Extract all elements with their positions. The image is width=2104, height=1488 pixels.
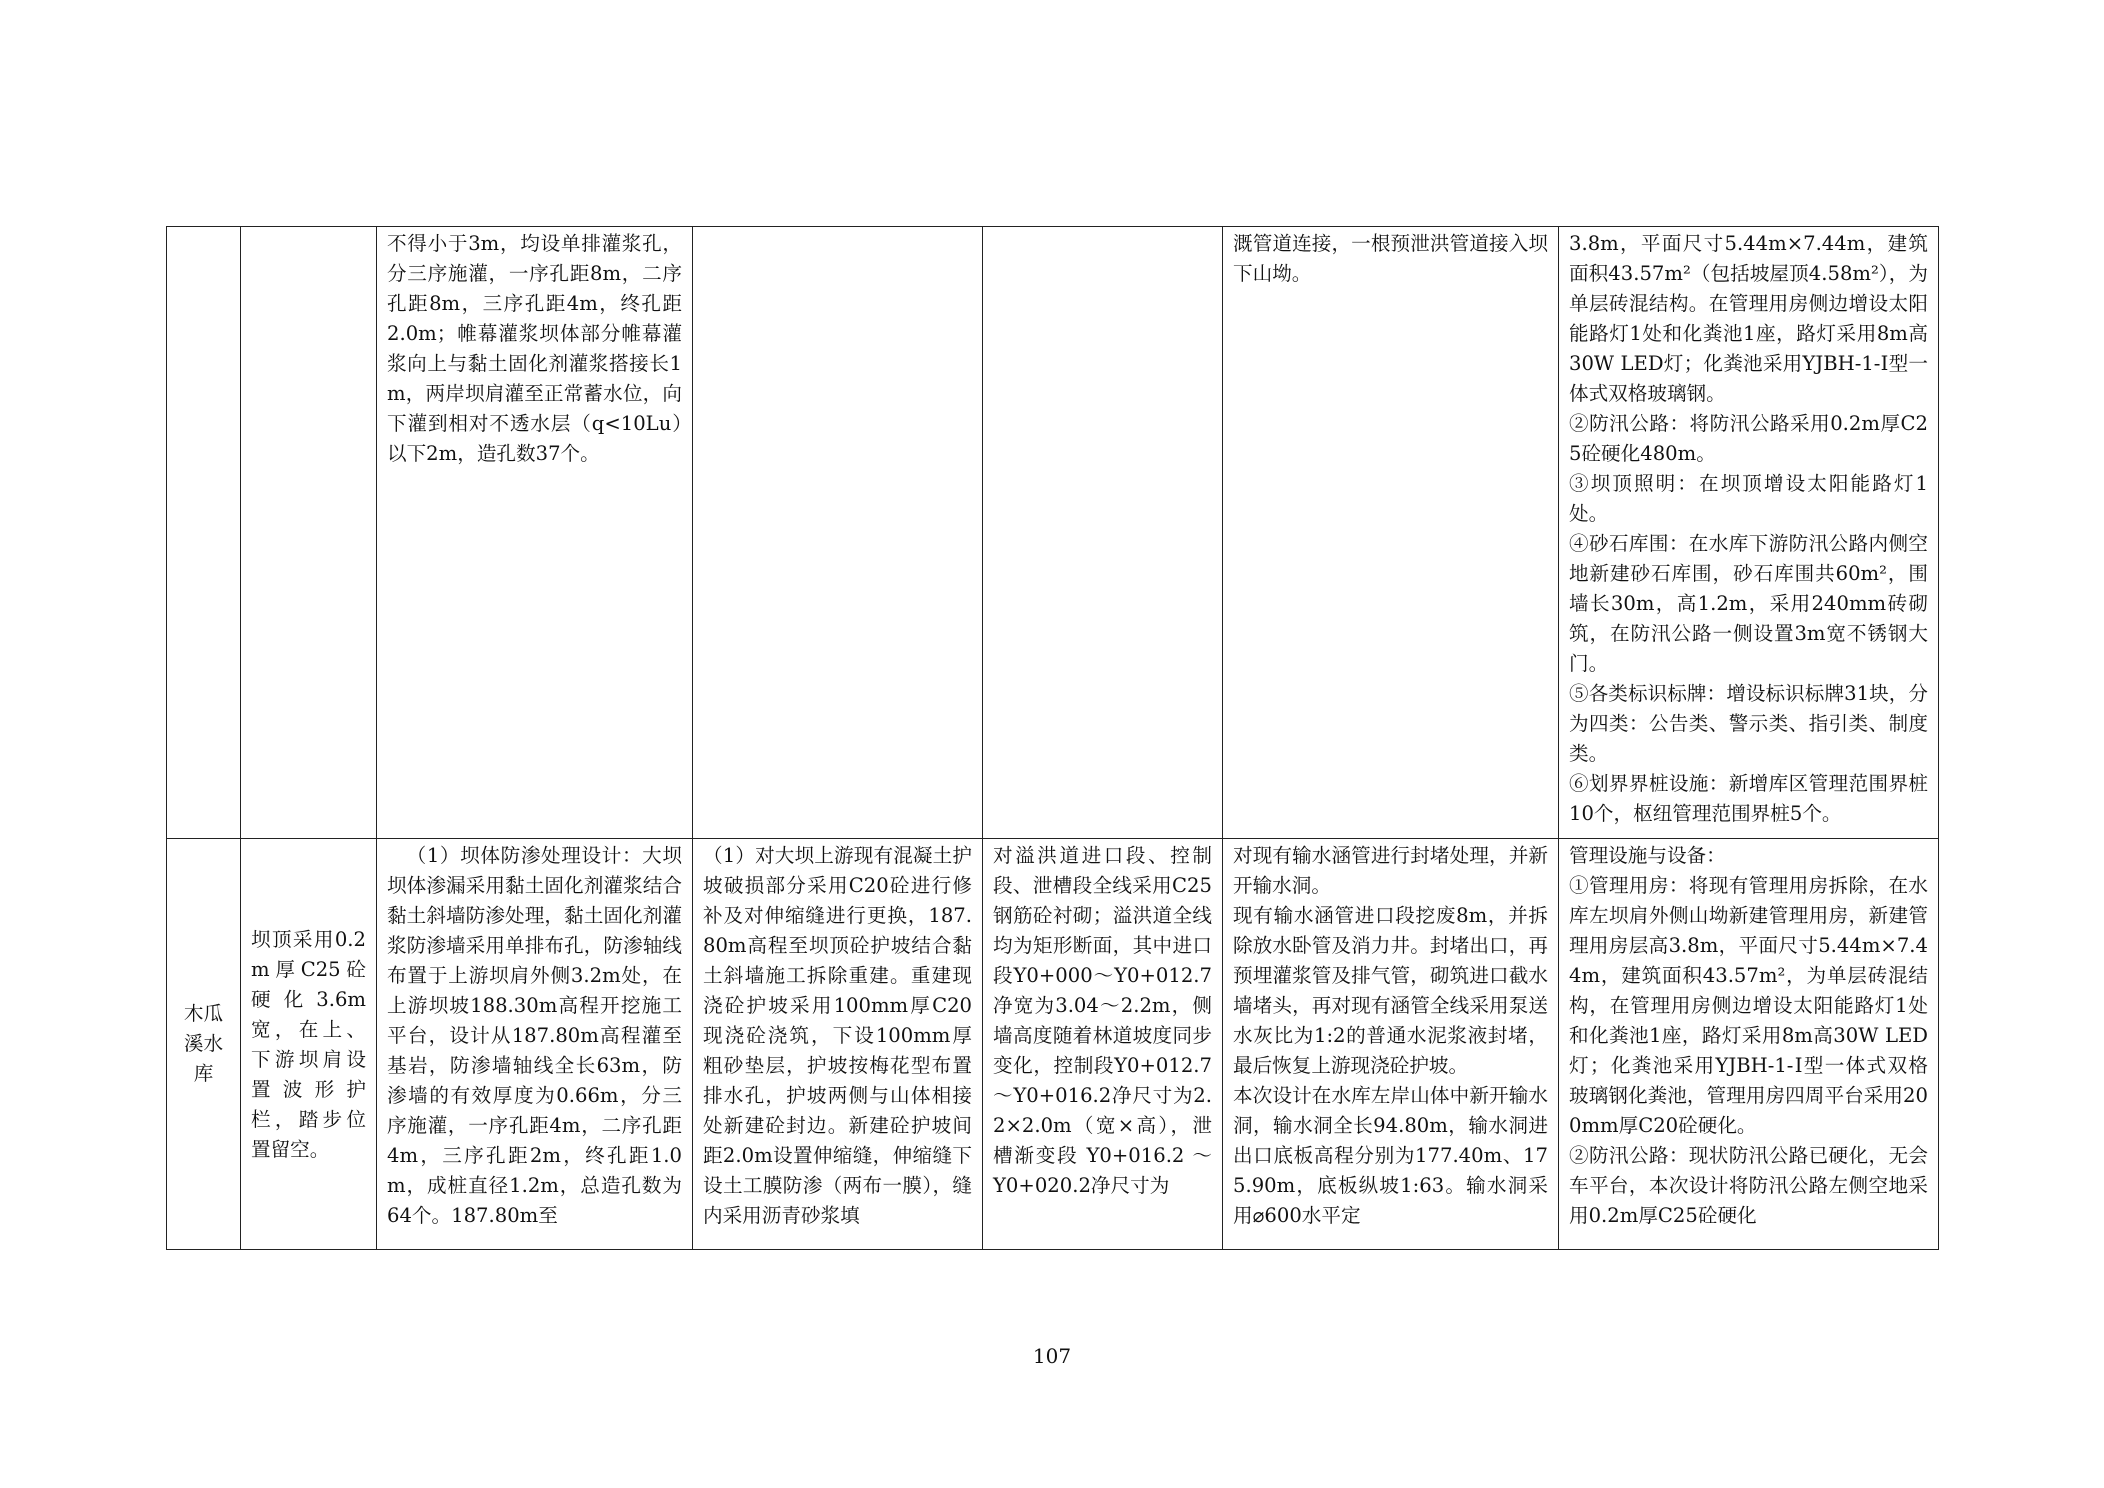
reservoir-name: 木瓜溪水库	[183, 1002, 224, 1085]
management-paragraph: ①管理用房：将现有管理用房拆除，在水库左坝肩外侧山坳新建管理用房，新建管理用房层高3.8m，平面尺寸5.44m×7.44m，建筑面积43.57m²，为单层砖混结构，在管理用房侧边增设太阳能路灯1处和化粪池1座，路灯采用8m高30W LED灯；化粪池采用YJBH-1-Ⅰ型一体式双格玻璃钢化粪池，管理用房四周平台采用200mm厚C20砼硬化。	[1569, 874, 1928, 1137]
management-paragraph: ⑥划界界桩设施：新增库区管理范围界桩10个，枢纽管理范围界桩5个。	[1569, 772, 1928, 825]
dam-crest-cell	[241, 839, 377, 1250]
slope-protection-text: （1）对大坝上游现有混凝土护坡破损部分采用C20砼进行修补及对伸缩缝进行更换，187.80m高程至坝顶砼护坡结合黏土斜墙施工拆除重建。重建现浇砼护坡采用100mm厚C20现浇砼浇筑，下设100mm厚粗砂垫层，护坡按梅花型布置排水孔，护坡两侧与山体相接处新建砼封边。新建砼护坡间距2.0m设置伸缩缝，伸缩缝下设土工膜防渗（两布一膜），缝内采用沥青砂浆填	[703, 844, 972, 1227]
management-paragraph: ③坝顶照明：在坝顶增设太阳能路灯1处。	[1569, 472, 1928, 525]
spillway-cell	[983, 839, 1223, 1250]
water-conveyance-paragraph: 对现有输水涵管进行封堵处理，并新开输水洞。	[1233, 844, 1548, 897]
spillway-cell-empty	[983, 227, 1223, 839]
spillway-text: 对溢洪道进口段、控制段、泄槽段全线采用C25钢筋砼衬砌；溢洪道全线均为矩形断面，其中进口段Y0+000～Y0+012.7净宽为3.04～2.2m，侧墙高度随着林道坡度同步变化，控制段Y0+012.7～Y0+016.2净尺寸为2.2×2.0m（宽×高），泄槽渐变段 Y0+016.2 ～Y0+020.2净尺寸为	[993, 844, 1212, 1197]
dam-crest-text: 坝顶采用0.2m厚C25砼硬化3.6m宽，在上、下游坝肩设置波形护栏，踏步位置留空。	[251, 928, 366, 1161]
slope-protection-cell-empty	[693, 227, 983, 839]
water-conveyance-cell	[1223, 227, 1559, 839]
water-conveyance-text: 溉管道连接，一根预泄洪管道接入坝下山坳。	[1233, 232, 1548, 285]
reservoir-name-cell-empty	[167, 227, 241, 839]
reservoir-name-cell	[167, 839, 241, 1250]
water-conveyance-paragraph: 本次设计在水库左岸山体中新开输水洞，输水洞全长94.80m，输水洞进出口底板高程分别为177.40m、175.90m，底板纵坡1:63。输水洞采用⌀600水平定	[1233, 1084, 1548, 1227]
dam-crest-cell-empty	[241, 227, 377, 839]
management-paragraph: ⑤各类标识标牌：增设标识标牌31块，分为四类：公告类、警示类、指引类、制度类。	[1569, 682, 1928, 765]
management-facilities-cell	[1559, 227, 1939, 839]
table-row	[167, 839, 1939, 1250]
management-paragraph: ②防汛公路：将防汛公路采用0.2m厚C25砼硬化480m。	[1569, 412, 1928, 465]
project-table	[166, 226, 1939, 1250]
management-paragraph: ④砂石库围：在水库下游防汛公路内侧空地新建砂石库围，砂石库围共60m²，围墙长30m，高1.2m，采用240mm砖砌筑，在防汛公路一侧设置3m宽不锈钢大门。	[1569, 532, 1928, 675]
dam-seepage-text: 不得小于3m，均设单排灌浆孔，分三序施灌，一序孔距8m，二序孔距8m，三序孔距4m，终孔距2.0m；帷幕灌浆坝体部分帷幕灌浆向上与黏土固化剂灌浆搭接长1m，两岸坝肩灌至正常蓄水位，向下灌到相对不透水层（q<10Lu）以下2m，造孔数37个。	[387, 232, 682, 465]
slope-protection-cell	[693, 839, 983, 1250]
page-number: 107	[1032, 1344, 1072, 1368]
water-conveyance-cell	[1223, 839, 1559, 1250]
management-paragraph: ②防汛公路：现状防汛公路已硬化，无会车平台，本次设计将防汛公路左侧空地采用0.2m厚C25砼硬化	[1569, 1144, 1928, 1227]
table-row	[167, 227, 1939, 839]
management-paragraph: 3.8m，平面尺寸5.44m×7.44m，建筑面积43.57m²（包括坡屋顶4.58m²），为单层砖混结构。在管理用房侧边增设太阳能路灯1处和化粪池1座，路灯采用8m高30W LED灯；化粪池采用YJBH-1-Ⅰ型一体式双格玻璃钢。	[1569, 232, 1928, 405]
management-paragraph: 管理设施与设备：	[1569, 844, 1726, 867]
water-conveyance-paragraph: 现有输水涵管进口段挖废8m，并拆除放水卧管及消力井。封堵出口，再预埋灌浆管及排气管，砌筑进口截水墙堵头，再对现有涵管全线采用泵送水灰比为1:2的普通水泥浆液封堵，最后恢复上游现浇砼护坡。	[1233, 904, 1548, 1077]
management-facilities-cell	[1559, 839, 1939, 1250]
dam-seepage-text: （1）坝体防渗处理设计：大坝坝体渗漏采用黏土固化剂灌浆结合黏土斜墙防渗处理，黏土固化剂灌浆防渗墙采用单排布孔，防渗轴线布置于上游坝肩外侧3.2m处，在上游坝坡188.30m高程开挖施工平台，设计从187.80m高程灌至基岩，防渗墙轴线全长63m，防渗墙的有效厚度为0.66m，分三序施灌，一序孔距4m，二序孔距4m，三序孔距2m，终孔距1.0m，成桩直径1.2m，总造孔数为64个。187.80m至	[387, 844, 682, 1227]
dam-seepage-cell	[377, 227, 693, 839]
dam-seepage-cell	[377, 839, 693, 1250]
